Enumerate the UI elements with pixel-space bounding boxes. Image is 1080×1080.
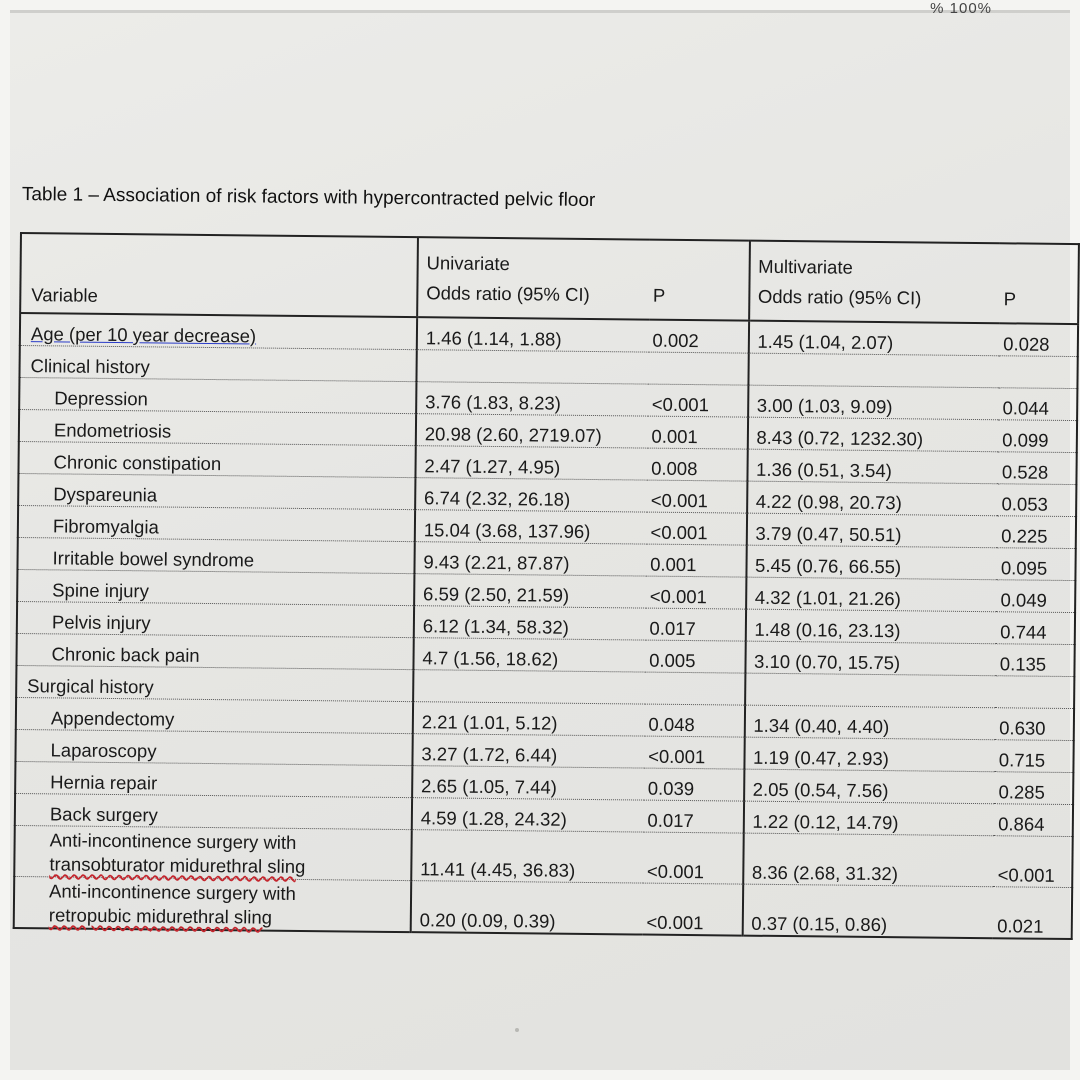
univariate-or: 1.46 (1.14, 1.88) bbox=[417, 317, 649, 352]
multivariate-or: 3.00 (1.03, 9.09) bbox=[748, 385, 999, 420]
univariate-p: 0.001 bbox=[646, 544, 746, 577]
row-label: Appendectomy bbox=[16, 697, 413, 733]
multivariate-or: 4.22 (0.98, 20.73) bbox=[747, 481, 998, 516]
header-variable: Variable bbox=[20, 233, 418, 317]
multivariate-p: 0.095 bbox=[997, 548, 1076, 581]
univariate-or: 4.7 (1.56, 18.62) bbox=[413, 638, 645, 672]
univariate-or: 6.59 (2.50, 21.59) bbox=[414, 574, 646, 608]
window-top-edge bbox=[10, 10, 1070, 13]
univariate-or: 2.21 (1.01, 5.12) bbox=[413, 702, 645, 736]
univariate-or: 15.04 (3.68, 137.96) bbox=[415, 510, 647, 544]
univariate-or: 0.20 (0.09, 0.39) bbox=[411, 881, 643, 935]
univariate-or: 9.43 (2.21, 87.87) bbox=[414, 542, 646, 576]
multivariate-or: 2.05 (0.54, 7.56) bbox=[744, 769, 995, 804]
row-label: Spine injury bbox=[17, 569, 414, 605]
row-label: Fibromyalgia bbox=[18, 505, 415, 541]
header-univariate-or-label: Odds ratio (95% CI) bbox=[426, 282, 590, 305]
univariate-or: 6.12 (1.34, 58.32) bbox=[414, 606, 646, 640]
univariate-or: 3.27 (1.72, 6.44) bbox=[412, 734, 644, 768]
multivariate-or: 8.36 (2.68, 31.32) bbox=[743, 833, 994, 887]
row-label: Depression bbox=[19, 378, 416, 414]
univariate-or: 2.65 (1.05, 7.44) bbox=[412, 766, 644, 800]
univariate-or: 11.41 (4.45, 36.83) bbox=[411, 830, 643, 883]
row-label: Endometriosis bbox=[19, 410, 416, 446]
univariate-p: <0.001 bbox=[644, 736, 744, 769]
table-header-row bbox=[20, 233, 1079, 324]
multivariate-p: 0.053 bbox=[997, 484, 1076, 517]
row-label: Chronic back pain bbox=[16, 633, 413, 669]
univariate-p: 0.017 bbox=[645, 608, 745, 641]
multivariate-or: 1.22 (0.12, 14.79) bbox=[743, 801, 994, 836]
header-univariate-or bbox=[417, 237, 650, 319]
univariate-p: <0.001 bbox=[646, 512, 746, 545]
multivariate-or: 1.48 (0.16, 23.13) bbox=[745, 609, 996, 644]
document-table-wrapper bbox=[13, 232, 1080, 940]
zoom-level[interactable]: % 100% bbox=[930, 0, 992, 17]
multivariate-p: 0.528 bbox=[998, 452, 1077, 485]
row-label: Irritable bowel syndrome bbox=[17, 537, 414, 573]
univariate-p: 0.008 bbox=[647, 448, 747, 481]
univariate-p: 0.048 bbox=[644, 704, 744, 737]
univariate-or: 3.76 (1.83, 8.23) bbox=[416, 382, 648, 416]
row-label: Dyspareunia bbox=[18, 473, 415, 509]
row-label: Anti-incontinence surgery with retropubic midurethral sling bbox=[48, 880, 296, 928]
multivariate-p: 0.630 bbox=[995, 708, 1074, 741]
multivariate-or: 1.36 (0.51, 3.54) bbox=[747, 449, 998, 484]
multivariate-or: 3.79 (0.47, 50.51) bbox=[746, 513, 997, 548]
multivariate-or: 1.45 (1.04, 2.07) bbox=[748, 321, 999, 356]
multivariate-p: 0.864 bbox=[994, 804, 1073, 837]
multivariate-p: 0.715 bbox=[995, 740, 1074, 773]
row-label: Pelvis injury bbox=[17, 601, 414, 637]
header-univariate-p-label: P bbox=[652, 284, 666, 306]
header-multivariate-p bbox=[999, 243, 1078, 324]
header-multivariate-or bbox=[749, 241, 1001, 324]
multivariate-p: 0.044 bbox=[998, 388, 1077, 421]
multivariate-p: 0.021 bbox=[997, 915, 1044, 937]
univariate-p: <0.001 bbox=[647, 480, 747, 513]
row-label: Back surgery bbox=[15, 793, 412, 829]
multivariate-p: 0.225 bbox=[997, 516, 1076, 549]
row-label: Laparoscopy bbox=[15, 729, 412, 765]
univariate-p: 0.039 bbox=[644, 768, 744, 801]
multivariate-p: 0.135 bbox=[996, 644, 1075, 677]
univariate-or: 20.98 (2.60, 2719.07) bbox=[416, 414, 648, 448]
univariate-or: 4.59 (1.28, 24.32) bbox=[412, 798, 644, 832]
header-multivariate-p-label: P bbox=[1003, 288, 1017, 310]
section-label: Surgical history bbox=[16, 665, 413, 701]
row-label: Age (per 10 year decrease) bbox=[20, 313, 417, 350]
section-label: Clinical history bbox=[19, 346, 416, 382]
multivariate-or: 8.43 (0.72, 1232.30) bbox=[747, 417, 998, 452]
row-label: Chronic constipation bbox=[18, 441, 415, 477]
header-multivariate: Multivariate bbox=[758, 255, 853, 278]
univariate-p: 0.002 bbox=[648, 320, 748, 354]
multivariate-p: <0.001 bbox=[994, 836, 1073, 888]
table-caption: Table 1 – Association of risk factors with hypercontracted pelvic floor bbox=[21, 184, 596, 212]
univariate-p: <0.001 bbox=[646, 911, 704, 934]
univariate-p: <0.001 bbox=[648, 384, 748, 417]
univariate-p: 0.017 bbox=[643, 800, 743, 833]
univariate-p: <0.001 bbox=[643, 832, 743, 884]
univariate-p: 0.005 bbox=[645, 640, 745, 673]
multivariate-p: 0.285 bbox=[994, 772, 1073, 805]
header-multivariate-or-label: Odds ratio (95% CI) bbox=[757, 285, 922, 309]
univariate-or: 6.74 (2.32, 26.18) bbox=[415, 478, 647, 512]
multivariate-p: 0.099 bbox=[998, 420, 1077, 453]
multivariate-p: 0.744 bbox=[996, 612, 1075, 645]
univariate-p: 0.001 bbox=[647, 416, 747, 449]
multivariate-p: 0.049 bbox=[996, 580, 1075, 613]
univariate-p: <0.001 bbox=[646, 576, 746, 609]
header-univariate: Univariate bbox=[426, 252, 510, 275]
multivariate-or: 1.19 (0.47, 2.93) bbox=[744, 737, 995, 772]
multivariate-p: 0.028 bbox=[999, 323, 1078, 356]
univariate-or: 2.47 (1.27, 4.95) bbox=[415, 446, 647, 480]
row-label: Anti-incontinence surgery with transobturator midurethral sling bbox=[14, 825, 411, 880]
multivariate-or: 5.45 (0.76, 66.55) bbox=[746, 545, 997, 580]
screen-dust-speck bbox=[515, 1028, 519, 1032]
table-row bbox=[14, 876, 1072, 939]
multivariate-or: 3.10 (0.70, 15.75) bbox=[745, 641, 996, 676]
multivariate-or: 1.34 (0.40, 4.40) bbox=[744, 705, 995, 740]
header-univariate-p bbox=[649, 240, 750, 321]
risk-factor-table bbox=[13, 232, 1080, 940]
multivariate-or: 0.37 (0.15, 0.86) bbox=[742, 884, 993, 938]
multivariate-or: 4.32 (1.01, 21.26) bbox=[746, 577, 997, 612]
row-label: Hernia repair bbox=[15, 761, 412, 797]
